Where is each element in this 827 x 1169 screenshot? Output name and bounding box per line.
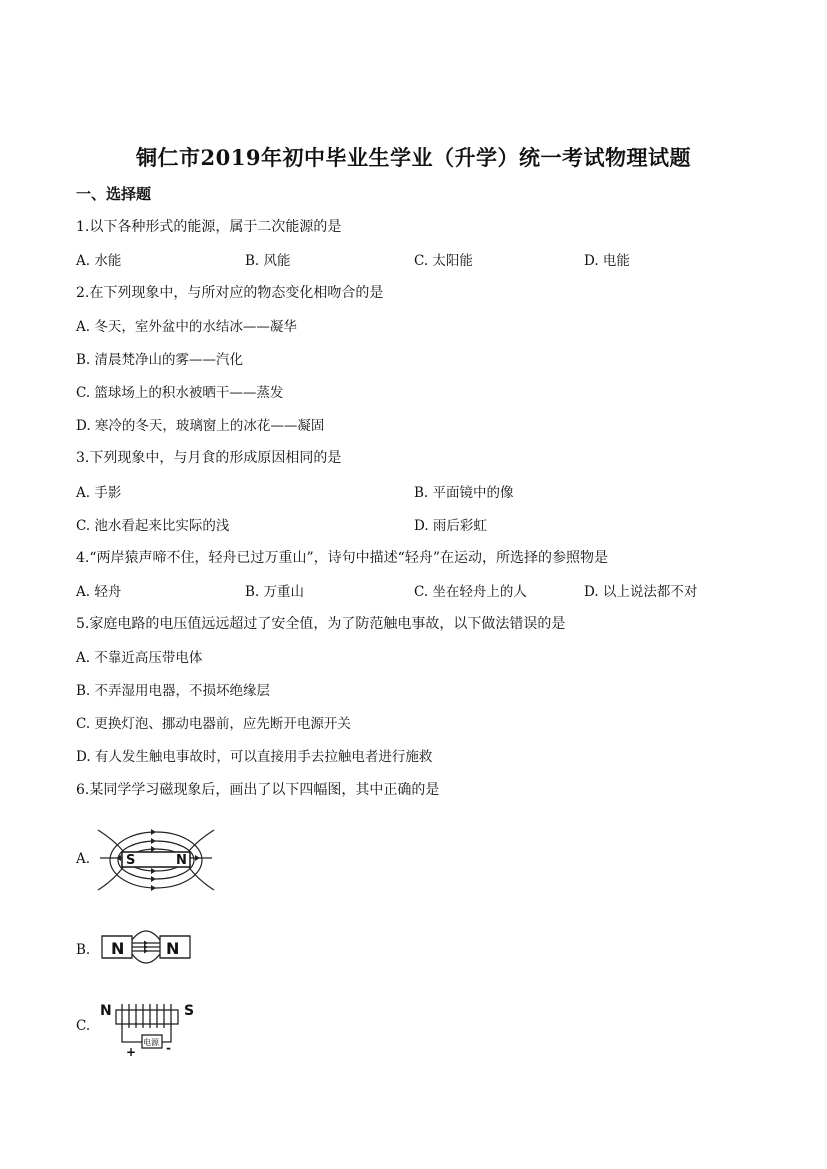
question-4-option-c: C. 坐在轻舟上的人 <box>414 584 527 600</box>
figure-a-s-label: S <box>126 853 136 868</box>
question-4-option-b: B. 万重山 <box>245 584 305 600</box>
question-5-option-c: C. 更换灯泡、挪动电器前，应先断开电源开关 <box>76 716 351 732</box>
figure-b-right-n-label: N <box>166 939 180 958</box>
question-5-option-d: D. 有人发生触电事故时，可以直接用手去拉触电者进行施救 <box>76 749 433 765</box>
question-1-option-a: A. 水能 <box>76 253 122 269</box>
figure-c-minus-label: - <box>166 1041 171 1055</box>
question-1-option-b: B. 风能 <box>245 253 291 269</box>
question-1-option-c: C. 太阳能 <box>414 253 473 269</box>
question-6-option-c: C. <box>76 1018 91 1034</box>
question-4-option-d: D. 以上说法都不对 <box>584 584 698 600</box>
question-5-stem: 5.家庭电路的电压值远远超过了安全值，为了防范触电事故，以下做法错误的是 <box>76 616 566 632</box>
figure-c-plus-label: + <box>126 1045 137 1059</box>
figure-a-bar-magnet <box>96 818 216 902</box>
exam-title: 铜仁市2019年初中毕业生学业（升学）统一考试物理试题 <box>136 145 691 170</box>
question-3-option-d: D. 雨后彩虹 <box>414 518 487 534</box>
figure-c-n-label: N <box>100 1003 112 1019</box>
question-3-stem: 3.下列现象中，与月食的形成原因相同的是 <box>76 450 342 466</box>
section-heading: 一、选择题 <box>76 185 152 203</box>
question-1-stem: 1.以下各种形式的能源，属于二次能源的是 <box>76 219 342 235</box>
question-3-option-c: C. 池水看起来比实际的浅 <box>76 518 230 534</box>
question-2-option-a: A. 冬天，室外盆中的水结冰——凝华 <box>76 319 297 335</box>
question-5-option-b: B. 不弄湿用电器，不损坏绝缘层 <box>76 683 271 699</box>
figure-b-like-poles <box>100 922 192 972</box>
figure-c-power-source-label: 电源 <box>143 1038 159 1047</box>
figure-c-s-label: S <box>184 1003 195 1019</box>
figure-b-left-n-label: N <box>111 939 125 958</box>
question-4-option-a: A. 轻舟 <box>76 584 122 600</box>
question-2-option-d: D. 寒冷的冬天，玻璃窗上的冰花——凝固 <box>76 418 325 434</box>
question-6-option-a: A. <box>76 851 91 867</box>
question-2-stem: 2.在下列现象中，与所对应的物态变化相吻合的是 <box>76 285 384 301</box>
question-2-option-c: C. 篮球场上的积水被晒干——蒸发 <box>76 385 284 401</box>
question-6-option-b: B. <box>76 942 91 958</box>
figure-a-n-label: N <box>176 853 187 868</box>
question-6-stem: 6.某同学学习磁现象后，画出了以下四幅图，其中正确的是 <box>76 782 440 798</box>
question-1-option-d: D. 电能 <box>584 253 630 269</box>
question-3-option-a: A. 手影 <box>76 485 122 501</box>
question-5-option-a: A. 不靠近高压带电体 <box>76 650 203 666</box>
question-3-option-b: B. 平面镜中的像 <box>414 485 514 501</box>
question-2-option-b: B. 清晨梵净山的雾——汽化 <box>76 352 244 368</box>
question-4-stem: 4.“两岸猿声啼不住，轻舟已过万重山”，诗句中描述“轻舟”在运动，所选择的参照物是 <box>76 550 608 566</box>
figure-c-solenoid <box>96 996 206 1062</box>
